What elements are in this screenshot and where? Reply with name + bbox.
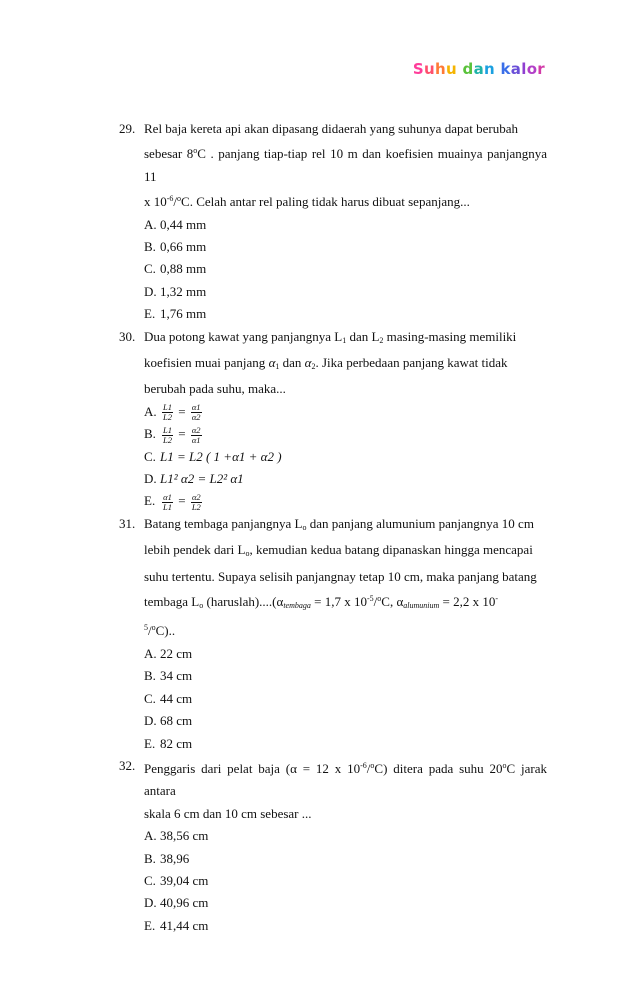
option-letter: A. bbox=[144, 645, 157, 661]
option-list bbox=[144, 825, 547, 937]
option bbox=[144, 490, 547, 512]
denominator: L1 bbox=[163, 501, 172, 512]
option-text: 0,88 mm bbox=[160, 261, 207, 277]
stem-text: dan panjang alumunium panjangnya 10 cm bbox=[306, 515, 534, 531]
question-number: 31. bbox=[119, 515, 136, 531]
stem-line: skala 6 cm dan 10 cm sebesar ... bbox=[144, 805, 312, 821]
option-letter: E. bbox=[144, 735, 156, 751]
option-text: 68 cm bbox=[160, 713, 193, 729]
question-number: 29. bbox=[119, 121, 136, 136]
option-letter: B. bbox=[144, 850, 156, 866]
numerator: α1 bbox=[191, 402, 201, 413]
stem-line: Rel baja kereta api akan dipasang didaerah yang suhunya dapat berubah bbox=[144, 121, 518, 136]
stem-text: / bbox=[148, 623, 152, 639]
option bbox=[144, 214, 547, 236]
option-text: 38,56 cm bbox=[160, 828, 209, 844]
stem-sup: o bbox=[502, 760, 507, 770]
option-letter: D. bbox=[144, 471, 157, 487]
stem-sub: 1 bbox=[342, 335, 347, 345]
option-letter: D. bbox=[144, 283, 157, 299]
option bbox=[144, 236, 547, 258]
stem-text: masing-masing memiliki bbox=[383, 328, 517, 344]
question-number: 32. bbox=[119, 757, 136, 773]
option-text: 40,96 cm bbox=[160, 895, 209, 911]
option-letter: E. bbox=[144, 917, 156, 933]
fraction bbox=[191, 403, 202, 422]
question-stem bbox=[144, 755, 547, 825]
stem-line bbox=[144, 539, 547, 565]
stem-sup: o bbox=[177, 194, 182, 204]
logo-letter: u bbox=[446, 60, 457, 78]
question-stem bbox=[144, 118, 547, 214]
stem-sub: alumunium bbox=[403, 601, 440, 611]
option bbox=[144, 446, 547, 468]
question-29 bbox=[119, 118, 547, 326]
option-text: L1 = L2 ( 1 +α1 + α2 ) bbox=[160, 448, 282, 464]
denominator: L2 bbox=[163, 434, 172, 445]
stem-line bbox=[144, 513, 547, 539]
option bbox=[144, 710, 547, 732]
option-letter: C. bbox=[144, 690, 156, 706]
option-text: 1,32 mm bbox=[160, 283, 207, 299]
alpha-symbol: α bbox=[304, 355, 312, 371]
fraction bbox=[191, 493, 202, 512]
option-text: 82 cm bbox=[160, 735, 193, 751]
stem-sup: -6 bbox=[360, 760, 367, 770]
stem-text: Batang tembaga panjangnya L bbox=[144, 515, 303, 531]
numerator: L1 bbox=[163, 402, 172, 413]
numerator: α1 bbox=[163, 491, 172, 502]
option-text: 34 cm bbox=[160, 668, 193, 684]
option-letter: C. bbox=[144, 872, 156, 888]
fraction bbox=[162, 493, 173, 512]
stem-sup: o bbox=[151, 623, 156, 633]
logo-letter: k bbox=[500, 60, 511, 78]
stem-text: tembaga L bbox=[144, 594, 200, 610]
stem-text: = 1,7 x 10 bbox=[310, 594, 367, 610]
option-letter: C. bbox=[144, 261, 156, 277]
stem-line: berubah pada suhu, maka... bbox=[144, 381, 286, 397]
option-list bbox=[144, 401, 547, 513]
denominator: L2 bbox=[163, 412, 172, 423]
equals-sign: = bbox=[178, 403, 186, 419]
stem-text: / bbox=[366, 760, 371, 776]
question-32 bbox=[119, 755, 547, 937]
stem-text: Penggaris dari pelat baja (α = 12 x 10 bbox=[144, 760, 361, 776]
stem-text: dan L bbox=[346, 328, 380, 344]
stem-text: C) ditera pada suhu 20 bbox=[374, 760, 503, 776]
question-31 bbox=[119, 513, 547, 755]
stem-text: / bbox=[173, 194, 178, 210]
stem-sup: -5 bbox=[366, 594, 374, 604]
logo-letter: r bbox=[537, 60, 545, 78]
option-letter: B. bbox=[144, 668, 156, 684]
fraction bbox=[191, 426, 202, 445]
stem-sub: 2 bbox=[379, 335, 384, 345]
option-letter: D. bbox=[144, 713, 157, 729]
option bbox=[144, 870, 547, 892]
option-text: 22 cm bbox=[160, 645, 193, 661]
denominator: L2 bbox=[191, 501, 201, 512]
logo-letter: a bbox=[473, 60, 484, 78]
option-letter: A. bbox=[144, 216, 157, 232]
question-stem bbox=[144, 513, 547, 643]
option bbox=[144, 665, 547, 687]
fraction bbox=[162, 403, 173, 422]
stem-text: C . panjang tiap-tiap rel 10 m dan koefisien muainya panjangnya 11 bbox=[144, 146, 547, 184]
stem-sup: - bbox=[495, 594, 499, 604]
question-stem bbox=[144, 326, 547, 401]
option-text: 39,04 cm bbox=[160, 872, 209, 888]
stem-text: C. Celah antar rel paling tidak harus dibuat sepanjang... bbox=[181, 194, 470, 210]
alpha-symbol: α bbox=[268, 355, 276, 371]
fraction bbox=[162, 426, 173, 445]
option bbox=[144, 258, 547, 280]
option-letter: A. bbox=[144, 403, 157, 419]
stem-sub: o bbox=[302, 522, 307, 532]
stem-text: sebesar 8 bbox=[144, 146, 194, 162]
option bbox=[144, 423, 547, 445]
option bbox=[144, 643, 547, 665]
stem-sub: o bbox=[199, 601, 204, 611]
stem-line bbox=[144, 326, 547, 352]
logo-letter: u bbox=[424, 60, 436, 78]
option bbox=[144, 401, 547, 423]
stem-sup: o bbox=[377, 594, 382, 604]
logo-letter: n bbox=[484, 60, 495, 78]
option-text: 1,76 mm bbox=[160, 306, 207, 322]
stem-line bbox=[144, 140, 547, 188]
stem-line bbox=[144, 352, 547, 378]
question-page bbox=[119, 118, 547, 937]
stem-sub: 2 bbox=[311, 362, 316, 372]
stem-text: lebih pendek dari L bbox=[144, 542, 246, 558]
question-number: 30. bbox=[119, 328, 136, 344]
numerator: α2 bbox=[191, 424, 201, 435]
option bbox=[144, 892, 547, 914]
option-letter: E. bbox=[144, 306, 156, 322]
option-letter: E. bbox=[144, 493, 156, 509]
stem-text: = 2,2 x 10 bbox=[439, 594, 496, 610]
stem-text: / bbox=[373, 594, 378, 610]
logo-letter: l bbox=[521, 60, 527, 78]
option bbox=[144, 825, 547, 847]
stem-sup: o bbox=[193, 146, 198, 156]
option-text: 44 cm bbox=[160, 690, 193, 706]
logo-letter: o bbox=[526, 60, 538, 78]
option bbox=[144, 281, 547, 303]
option bbox=[144, 915, 547, 937]
question-30 bbox=[119, 326, 547, 513]
stem-text: , kemudian kedua batang dipanaskan hingga mencapai bbox=[249, 542, 533, 558]
header-logo bbox=[413, 60, 545, 78]
option-letter: B. bbox=[144, 239, 156, 255]
stem-sub: 1 bbox=[275, 362, 280, 372]
denominator: α1 bbox=[191, 434, 201, 445]
option-letter: A. bbox=[144, 828, 157, 844]
stem-text: koefisien muai panjang bbox=[144, 355, 269, 371]
stem-sup: -6 bbox=[166, 194, 174, 204]
option bbox=[144, 468, 547, 490]
option-list bbox=[144, 214, 547, 326]
stem-sub: tembaga bbox=[283, 601, 311, 611]
stem-line bbox=[144, 617, 547, 642]
stem-line bbox=[144, 755, 547, 803]
option bbox=[144, 848, 547, 870]
stem-sub: o bbox=[245, 549, 250, 559]
stem-text: C, α bbox=[381, 594, 404, 610]
equals-sign: = bbox=[178, 493, 186, 509]
option-list bbox=[144, 643, 547, 755]
option-letter: C. bbox=[144, 448, 156, 464]
stem-text: C jarak antara bbox=[144, 760, 547, 799]
option-text: 0,44 mm bbox=[160, 216, 207, 232]
stem-line bbox=[144, 188, 547, 213]
logo-letter: d bbox=[462, 60, 474, 78]
option-letter: D. bbox=[144, 895, 157, 911]
stem-text: C).. bbox=[155, 623, 176, 639]
numerator: α2 bbox=[191, 491, 201, 502]
stem-text: dan bbox=[279, 355, 305, 371]
option bbox=[144, 688, 547, 710]
stem-text: . Jika perbedaan panjang kawat tidak bbox=[315, 355, 508, 371]
equals-sign: = bbox=[178, 426, 186, 442]
logo-letter: a bbox=[510, 60, 522, 78]
option-letter: B. bbox=[144, 426, 156, 442]
stem-line: suhu tertentu. Supaya selisih panjangnay tetap 10 cm, maka panjang batang bbox=[144, 568, 537, 584]
stem-line bbox=[144, 588, 547, 617]
option-text: 38,96 bbox=[160, 850, 190, 866]
numerator: L1 bbox=[163, 424, 172, 435]
stem-text: (haruslah)....(α bbox=[203, 594, 284, 610]
logo-letter: h bbox=[435, 60, 446, 78]
option bbox=[144, 733, 547, 755]
stem-sup: 5 bbox=[144, 623, 148, 633]
option-text: L1² α2 = L2² α1 bbox=[160, 471, 244, 487]
stem-text: x 10 bbox=[144, 194, 167, 210]
stem-text: Dua potong kawat yang panjangnya L bbox=[144, 328, 343, 344]
option-text: 41,44 cm bbox=[160, 917, 209, 933]
option bbox=[144, 303, 547, 325]
logo-letter: S bbox=[412, 60, 425, 78]
stem-sup: o bbox=[370, 760, 375, 770]
option-text: 0,66 mm bbox=[160, 239, 207, 255]
denominator: α2 bbox=[191, 412, 201, 423]
